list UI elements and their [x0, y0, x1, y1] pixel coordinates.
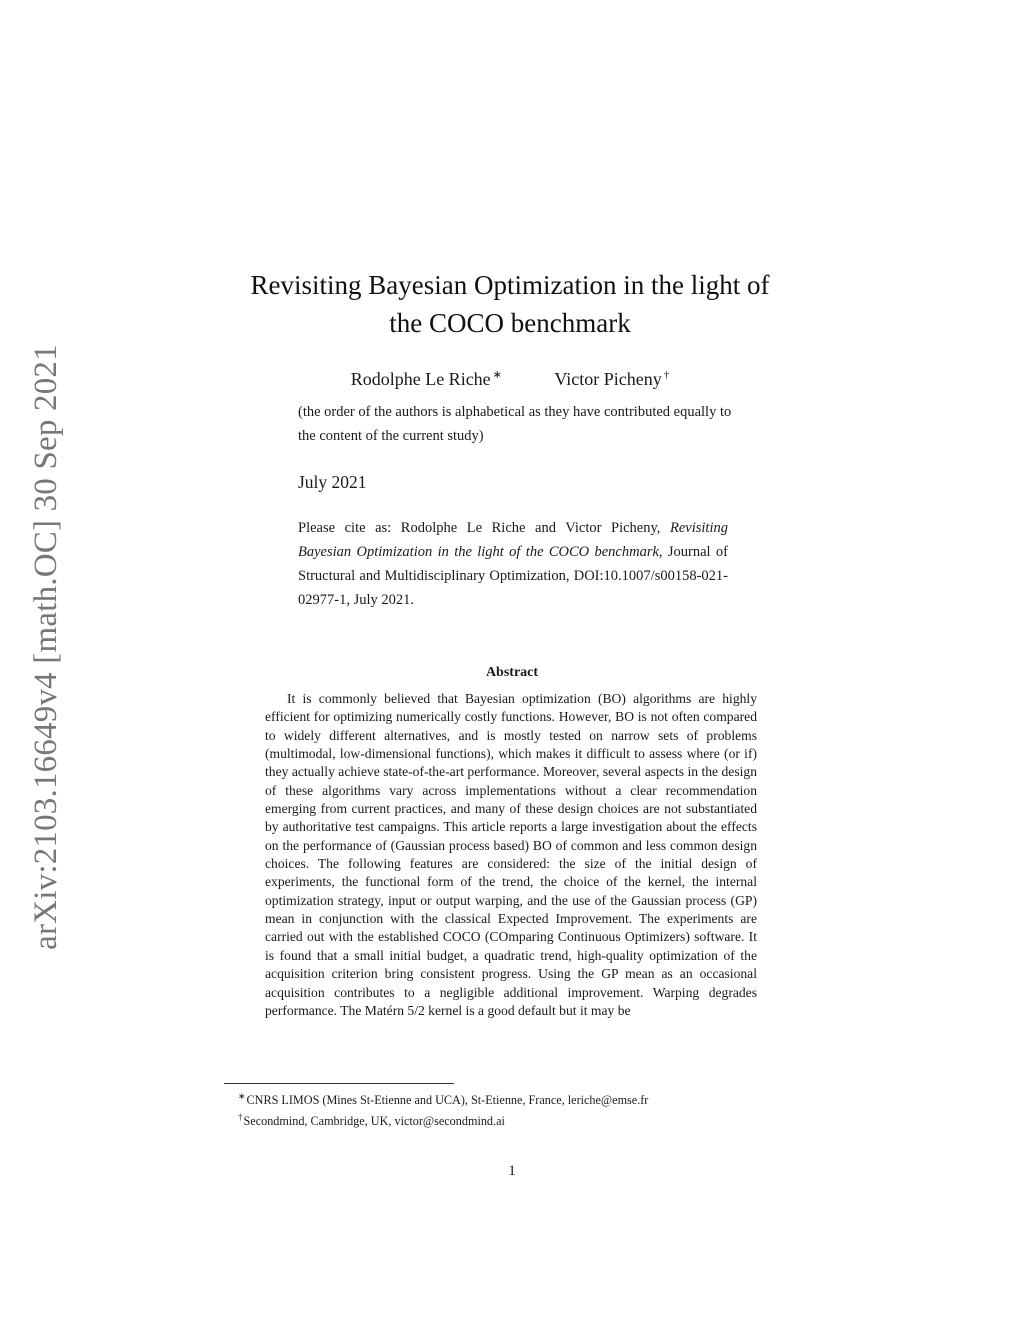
author-1-footnote-mark: ∗: [492, 369, 502, 381]
footnote-1: [238, 1088, 778, 1109]
citation-suffix: , Journal of Structural and Multidisciplinary Optimization, DOI:10.1007/s00158-021-02977-1, July 2021.: [298, 544, 728, 608]
footnote-2-text: Secondmind, Cambridge, UK, victor@secondmind.ai: [243, 1114, 505, 1128]
author-2-name: Victor Picheny: [554, 369, 662, 389]
footnote-divider: [224, 1083, 454, 1084]
footnotes: [238, 1088, 778, 1130]
abstract-body: It is commonly believed that Bayesian optimization (BO) algorithms are highly efficient for optimizing numerically costly functions. However, BO is not often compared to widely different alternatives, and is mostly tested on narrow sets of problems (multimodal, low-dimensional functions), which makes it difficult to assess where (or if) they actually achieve state-of-the-art performance. Moreover, several aspects in the design of these algorithms vary across implementations without a clear recommendation emerging from current practices, and many of these design choices are not substantiated by authoritative test campaigns. This article reports a large investigation about the effects on the performance of (Gaussian process based) BO of common and less common design choices. The following features are considered: the size of the initial design of experiments, the functional form of the trend, the choice of the kernel, the internal optimization strategy, input or output warping, and the use of the Gaussian process (GP) mean in conjunction with the classical Expected Improvement. The experiments are carried out with the established COCO (COmparing Continuous Optimizers) software. It is found that a small initial budget, a quadratic trend, high-quality optimization of the acquisition criterion bring consistent progress. Using the GP mean as an occasional acquisition contributes to a negligible additional improvement. Warping degrades performance. The Matérn 5/2 kernel is a good default but it may be: [265, 691, 757, 1018]
author-2-footnote-mark: †: [663, 369, 670, 381]
citation-block: [298, 516, 728, 612]
author-1: [351, 362, 502, 392]
author-1-name: Rodolphe Le Riche: [350, 369, 491, 389]
footnote-1-mark: ∗: [238, 1091, 246, 1101]
footnote-2-mark: †: [238, 1112, 243, 1122]
publication-date: July 2021: [298, 472, 367, 492]
page-number: 1: [508, 1163, 516, 1179]
author-2: [554, 362, 669, 392]
footnote-1-text: CNRS LIMOS (Mines St-Etienne and UCA), St-Etienne, France, leriche@emse.fr: [246, 1093, 649, 1107]
author-order-note: (the order of the authors is alphabetical as they have contributed equally to the content of the current study): [298, 404, 732, 444]
title-line-1: Revisiting Bayesian Optimization in the light of: [250, 270, 770, 300]
title-line-2: the COCO benchmark: [389, 308, 631, 338]
arxiv-side-stamp: arXiv:2103.16649v4 [math.OC] 30 Sep 2021: [28, 344, 64, 950]
citation-title: Revisiting Bayesian Optimization in the light of the COCO benchmark: [298, 520, 728, 560]
author-list: [300, 362, 720, 392]
citation-prefix: Please cite as: Rodolphe Le Riche and Victor Picheny,: [298, 520, 670, 536]
footnote-2: [238, 1109, 778, 1130]
abstract-heading: Abstract: [485, 665, 539, 680]
paper-title: [200, 266, 820, 342]
